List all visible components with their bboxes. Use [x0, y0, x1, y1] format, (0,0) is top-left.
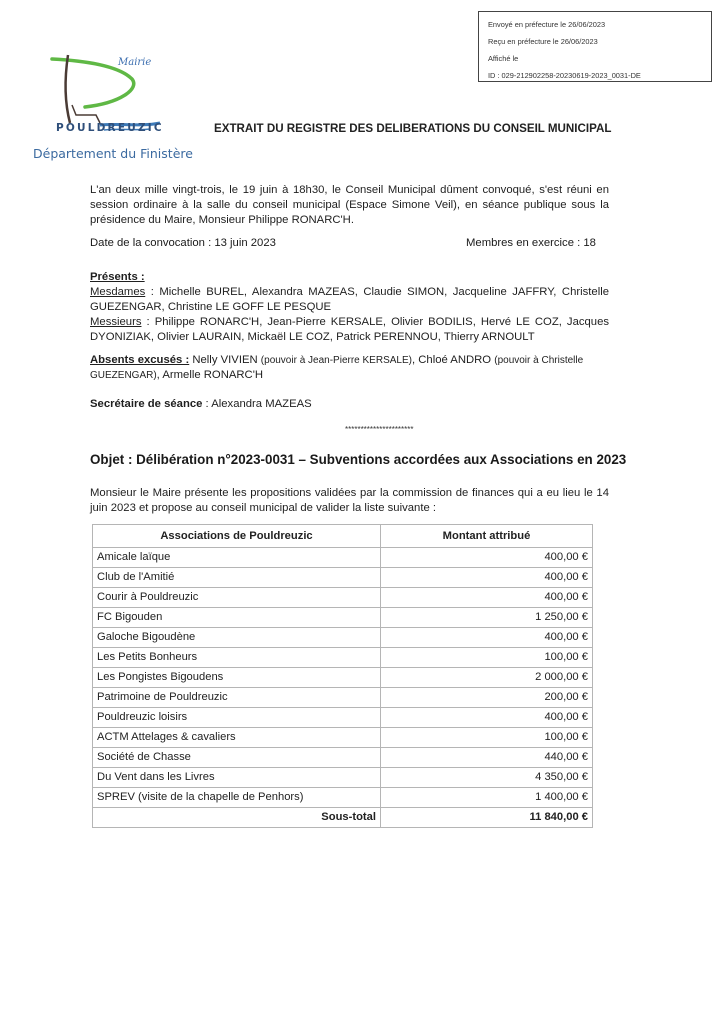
subtotal-label: Sous-total — [93, 808, 381, 828]
column-header-association: Associations de Pouldreuzic — [93, 525, 381, 548]
mesdames-names: : Michelle BUREL, Alexandra MAZEAS, Claudie SIMON, Jacqueline JAFFRY, Christelle GUEZENGAR, Christine LE GOFF LE PESQUE — [90, 286, 609, 313]
secretary-value: : Alexandra MAZEAS — [202, 398, 312, 410]
table-row — [93, 668, 593, 688]
table-header-row — [93, 525, 593, 548]
messieurs-list — [90, 315, 609, 345]
association-amount: 100,00 € — [381, 728, 593, 748]
association-name: SPREV (visite de la chapelle de Penhors) — [93, 788, 381, 808]
proposal-paragraph: Monsieur le Maire présente les propositions validées par la commission de finances qui a eu lieu le 14 juin 2023 et propose au conseil municipal de valider la liste suivante : — [90, 487, 609, 514]
association-amount: 2 000,00 € — [381, 668, 593, 688]
association-amount: 400,00 € — [381, 708, 593, 728]
messieurs-label: Messieurs — [90, 316, 142, 328]
convocation-date: Date de la convocation : 13 juin 2023 — [90, 237, 276, 249]
presents-section — [90, 270, 609, 345]
stamp-id: ID : 029-212902258-20230619-2023_0031-DE — [488, 71, 641, 80]
table-row — [93, 588, 593, 608]
subtotal-row — [93, 808, 593, 828]
association-amount: 1 250,00 € — [381, 608, 593, 628]
association-amount: 400,00 € — [381, 588, 593, 608]
stamp-posted: Affiché le — [488, 54, 519, 63]
absent-name: , Armelle RONARC'H — [156, 369, 264, 381]
absent-proxy: (pouvoir à Christelle GUEZENGAR) — [90, 355, 584, 381]
association-amount: 400,00 € — [381, 568, 593, 588]
association-amount: 400,00 € — [381, 628, 593, 648]
association-name: Club de l'Amitié — [93, 568, 381, 588]
association-name: Société de Chasse — [93, 748, 381, 768]
association-amount: 440,00 € — [381, 748, 593, 768]
table-row — [93, 608, 593, 628]
deliberation-subject: Objet : Délibération n°2023-0031 – Subventions accordées aux Associations en 2023 — [90, 452, 627, 467]
members-count: Membres en exercice : 18 — [466, 237, 596, 249]
absents-label: Absents excusés : — [90, 354, 190, 366]
association-amount: 4 350,00 € — [381, 768, 593, 788]
association-name: Pouldreuzic loisirs — [93, 708, 381, 728]
table-row — [93, 648, 593, 668]
svg-text:Mairie: Mairie — [118, 57, 152, 68]
subtotal-value: 11 840,00 € — [381, 808, 593, 828]
association-name: ACTM Attelages & cavaliers — [93, 728, 381, 748]
prefecture-stamp — [478, 11, 712, 82]
association-name: Courir à Pouldreuzic — [93, 588, 381, 608]
association-name: Amicale laïque — [93, 548, 381, 568]
association-amount: 1 400,00 € — [381, 788, 593, 808]
table-row — [93, 788, 593, 808]
document-title: EXTRAIT DU REGISTRE DES DELIBERATIONS DU CONSEIL MUNICIPAL — [214, 122, 612, 135]
association-name: Les Petits Bonheurs — [93, 648, 381, 668]
secretary-line — [90, 397, 609, 412]
presents-label: Présents : — [90, 271, 145, 283]
association-name: FC Bigouden — [93, 608, 381, 628]
table-row — [93, 748, 593, 768]
absent-proxy: (pouvoir à Jean-Pierre KERSALE) — [260, 355, 412, 366]
association-name: Du Vent dans les Livres — [93, 768, 381, 788]
intro-paragraph: L'an deux mille vingt-trois, le 19 juin à 18h30, le Conseil Municipal dûment convoqué, s'est réuni en session ordinaire à la salle du conseil municipal (Espace Simone Veil), en séance publique sous la présidence du Maire, Monsieur Philippe RONARC'H. — [90, 184, 609, 226]
subsidies-table — [92, 524, 593, 828]
separator: ********************** — [345, 425, 414, 434]
stamp-received: Reçu en préfecture le 26/06/2023 — [488, 37, 598, 46]
mesdames-list — [90, 285, 609, 315]
department-name: Département du Finistère — [33, 146, 193, 161]
table-row — [93, 728, 593, 748]
table-row — [93, 568, 593, 588]
absent-name: Nelly VIVIEN — [189, 354, 261, 366]
convocation-row — [90, 237, 609, 249]
table-row — [93, 628, 593, 648]
association-name: Les Pongistes Bigoudens — [93, 668, 381, 688]
association-amount: 400,00 € — [381, 548, 593, 568]
absent-name: , Chloé ANDRO — [411, 354, 495, 366]
table-row — [93, 708, 593, 728]
association-amount: 200,00 € — [381, 688, 593, 708]
messieurs-names: : Philippe RONARC'H, Jean-Pierre KERSALE, Olivier BODILIS, Hervé LE COZ, Jacques DYONIZIAK, Olivier LAURAIN, Mickaël LE COZ, Patrick PERENNOU, Thierry ARNOULT — [90, 316, 609, 343]
column-header-amount: Montant attribué — [381, 525, 593, 548]
table-row — [93, 768, 593, 788]
absents-section — [90, 353, 609, 383]
table-row — [93, 548, 593, 568]
secretary-label: Secrétaire de séance — [90, 398, 203, 410]
stamp-sent: Envoyé en préfecture le 26/06/2023 — [488, 20, 606, 29]
association-name: Patrimoine de Pouldreuzic — [93, 688, 381, 708]
association-amount: 100,00 € — [381, 648, 593, 668]
association-name: Galoche Bigoudène — [93, 628, 381, 648]
table-row — [93, 688, 593, 708]
town-name: POULDREUZIC — [56, 122, 164, 134]
mesdames-label: Mesdames — [90, 286, 146, 298]
